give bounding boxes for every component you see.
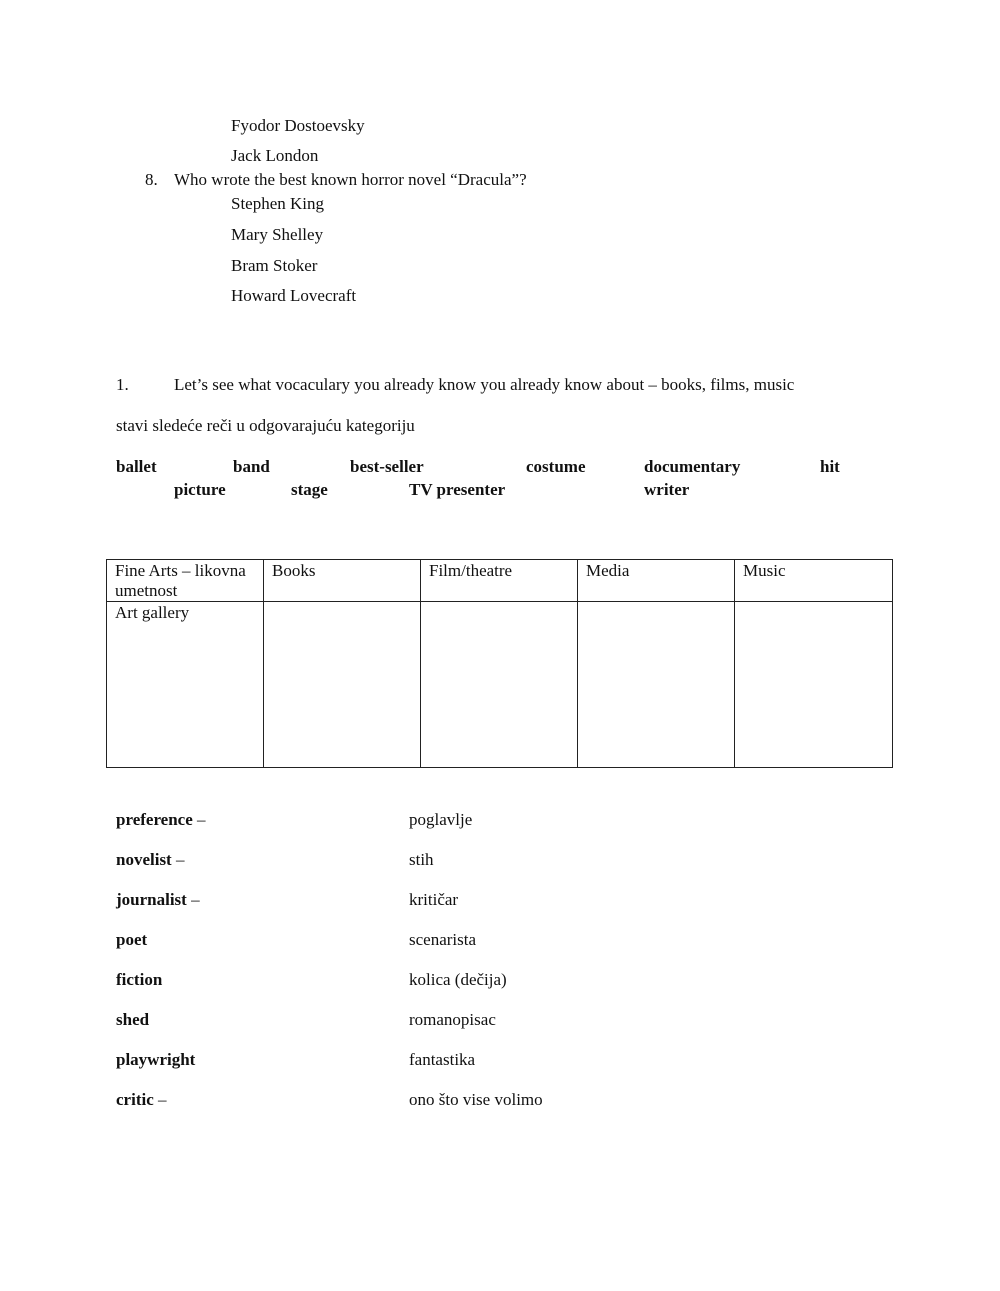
word-bank-item: ballet — [116, 457, 157, 476]
vocab-term — [116, 890, 200, 910]
vocab-term-dash: – — [192, 810, 206, 829]
vocab-term-word: poet — [116, 930, 148, 949]
word-bank-item: band — [233, 457, 270, 476]
vocab-translation: kritičar — [409, 890, 459, 909]
vocab-translation: poglavlje — [409, 810, 473, 829]
quiz-option: Stephen King — [231, 194, 325, 213]
exercise-prompt: Let’s see what vocaculary you already know you already know about – books, films, music — [174, 375, 795, 394]
word-bank-item: hit — [820, 457, 840, 476]
vocab-translation: kolica (dečija) — [409, 970, 507, 989]
table-header-cell: Film/theatre — [421, 560, 578, 602]
table-row — [107, 602, 893, 768]
vocab-translation: fantastika — [409, 1050, 476, 1069]
vocab-term — [116, 850, 184, 870]
table-cell[interactable] — [578, 602, 735, 768]
vocab-term-dash: – — [186, 890, 200, 909]
exercise-number: 1. — [116, 375, 129, 394]
vocab-term — [116, 970, 162, 990]
word-bank-item: documentary — [644, 457, 741, 476]
vocab-term-dash: – — [153, 1090, 167, 1109]
vocab-term — [116, 1090, 167, 1110]
question-number: 8. — [145, 170, 158, 189]
word-bank-item: costume — [526, 457, 586, 476]
vocab-term-word: preference — [116, 810, 193, 829]
exercise-instruction: stavi sledeće reči u odgovarajuću kategoriju — [116, 416, 415, 435]
word-bank-item: picture — [174, 480, 226, 499]
vocab-term-dash: – — [171, 850, 185, 869]
word-bank-item: TV presenter — [409, 480, 506, 499]
vocab-term — [116, 930, 147, 950]
table-header-cell: Fine Arts – likovna umetnost — [107, 560, 264, 602]
quiz-option: Fyodor Dostoevsky — [231, 116, 365, 135]
vocab-term — [116, 1010, 149, 1030]
table-cell[interactable] — [264, 602, 421, 768]
vocab-translation: romanopisac — [409, 1010, 496, 1029]
vocab-translation: stih — [409, 850, 434, 869]
vocab-translation: ono što vise volimo — [409, 1090, 543, 1109]
table-header-cell: Music — [735, 560, 893, 602]
vocab-term-word: fiction — [116, 970, 163, 989]
table-cell[interactable] — [421, 602, 578, 768]
vocab-term-word: journalist — [116, 890, 187, 909]
vocab-term — [116, 810, 206, 830]
vocab-term-word: playwright — [116, 1050, 196, 1069]
table-cell[interactable]: Art gallery — [107, 602, 264, 768]
quiz-option: Howard Lovecraft — [231, 286, 357, 305]
quiz-option: Jack London — [231, 146, 319, 165]
table-header-row — [107, 560, 893, 602]
table-header-cell: Media — [578, 560, 735, 602]
word-bank-item: writer — [644, 480, 690, 499]
table-header-cell: Books — [264, 560, 421, 602]
vocab-term — [116, 1050, 195, 1070]
question-text: Who wrote the best known horror novel “Dracula”? — [174, 170, 527, 189]
vocab-term-word: critic — [116, 1090, 154, 1109]
word-bank-item: best-seller — [350, 457, 424, 476]
vocab-translation: scenarista — [409, 930, 477, 949]
table-cell[interactable] — [735, 602, 893, 768]
quiz-option: Bram Stoker — [231, 256, 318, 275]
quiz-option: Mary Shelley — [231, 225, 324, 244]
vocab-term-word: novelist — [116, 850, 172, 869]
word-bank-item: stage — [291, 480, 328, 499]
category-table — [106, 559, 893, 768]
vocab-term-word: shed — [116, 1010, 150, 1029]
